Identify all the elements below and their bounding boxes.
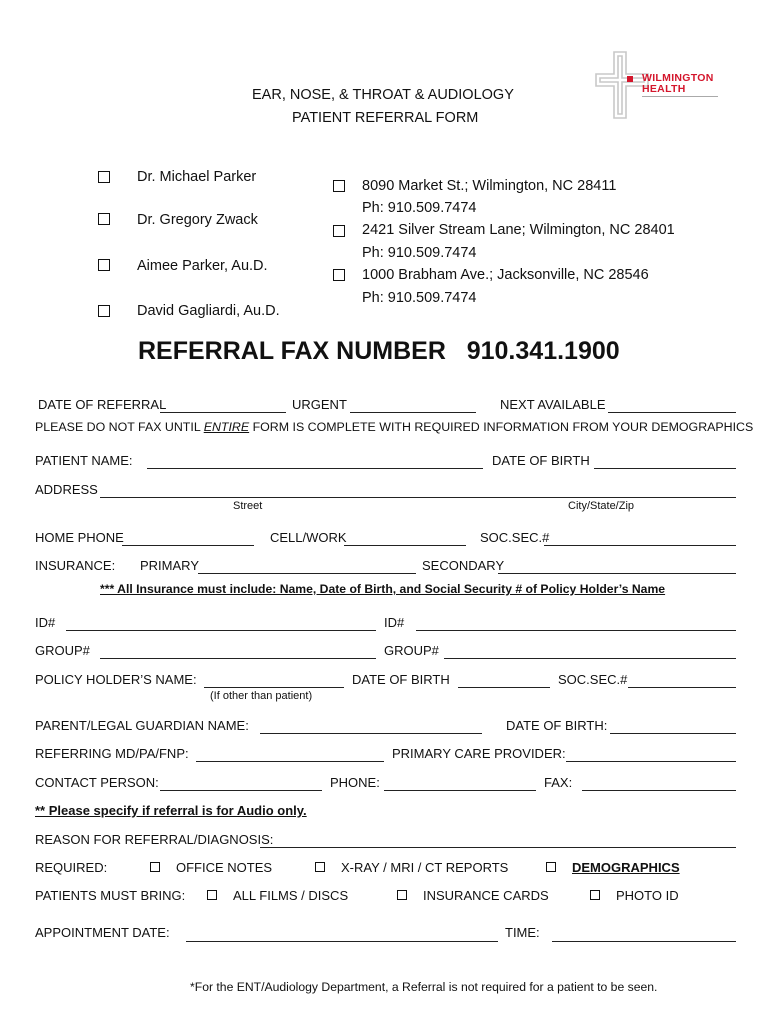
primary-id-label: ID#: [35, 615, 56, 630]
location-address-3: 1000 Brabham Ave.; Jacksonville, NC 28546: [362, 267, 649, 283]
city-state-zip-caption: City/State/Zip: [568, 500, 635, 512]
fax-label: FAX:: [544, 775, 573, 790]
next-available-field[interactable]: [608, 412, 736, 413]
insurance-cards-checkbox[interactable]: [397, 890, 407, 900]
fax-notice-post: FORM IS COMPLETE WITH REQUIRED INFORMATION FROM YOUR DEMOGRAPHICS: [249, 420, 754, 434]
primary-insurance-field[interactable]: [198, 573, 416, 574]
guardian-dob-label: DATE OF BIRTH:: [506, 718, 608, 733]
form-title-line2: PATIENT REFERRAL FORM: [292, 110, 479, 126]
secondary-insurance-field[interactable]: [498, 573, 736, 574]
contact-person-label: CONTACT PERSON:: [35, 775, 159, 790]
date-of-referral-label: DATE OF REFERRAL: [38, 397, 167, 412]
xray-label: X-RAY / MRI / CT REPORTS: [341, 860, 509, 875]
fax-notice-entire: ENTIRE: [203, 420, 250, 434]
films-label: ALL FILMS / DISCS: [233, 888, 349, 903]
reason-label: REASON FOR REFERRAL/DIAGNOSIS:: [35, 832, 274, 847]
secondary-id-field[interactable]: [416, 630, 736, 631]
address-label: ADDRESS: [35, 482, 98, 497]
xray-checkbox[interactable]: [315, 862, 325, 872]
home-phone-field[interactable]: [122, 545, 254, 546]
form-title-line1: EAR, NOSE, & THROAT & AUDIOLOGY: [252, 87, 514, 103]
reason-field[interactable]: [260, 847, 736, 848]
secondary-id-label: ID#: [384, 615, 405, 630]
required-label: REQUIRED:: [35, 860, 108, 875]
provider-checkbox-4[interactable]: [98, 305, 110, 317]
insurance-cards-label: INSURANCE CARDS: [423, 888, 549, 903]
referring-md-label: REFERRING MD/PA/FNP:: [35, 746, 189, 761]
dob-label: DATE OF BIRTH: [492, 453, 590, 468]
location-phone-3: Ph: 910.509.7474: [362, 290, 477, 306]
policy-holder-dob-label: DATE OF BIRTH: [352, 672, 450, 687]
pcp-field[interactable]: [566, 761, 736, 762]
time-field[interactable]: [552, 941, 736, 942]
fax-field[interactable]: [582, 790, 736, 791]
location-checkbox-3[interactable]: [333, 269, 345, 281]
wilmington-health-logo: [592, 48, 732, 124]
policy-holder-dob-field[interactable]: [458, 687, 550, 688]
next-available-label: NEXT AVAILABLE: [500, 397, 606, 412]
guardian-dob-field[interactable]: [610, 733, 736, 734]
secondary-label: SECONDARY: [422, 558, 505, 573]
guardian-label: PARENT/LEGAL GUARDIAN NAME:: [35, 718, 249, 733]
location-phone-1: Ph: 910.509.7474: [362, 200, 477, 216]
fax-number-heading: REFERRAL FAX NUMBER 910.341.1900: [138, 337, 620, 365]
primary-label: PRIMARY: [140, 558, 199, 573]
insurance-requirement-note: *** All Insurance must include: Name, Date of Birth, and Social Security # of Policy Holder’s Name: [100, 582, 666, 596]
demographics-checkbox[interactable]: [546, 862, 556, 872]
provider-checkbox-1[interactable]: [98, 171, 110, 183]
location-address-1: 8090 Market St.; Wilmington, NC 28411: [362, 178, 617, 194]
street-caption: Street: [233, 500, 263, 512]
patients-must-bring-label: PATIENTS MUST BRING:: [35, 888, 186, 903]
fax-notice-pre: PLEASE DO NOT FAX UNTIL: [35, 420, 204, 434]
logo-text-wilmington: WILMINGTON: [642, 72, 714, 84]
cell-work-label: CELL/WORK: [270, 530, 347, 545]
cell-work-field[interactable]: [344, 545, 466, 546]
contact-person-field[interactable]: [160, 790, 322, 791]
appointment-date-field[interactable]: [186, 941, 498, 942]
guardian-field[interactable]: [260, 733, 482, 734]
location-checkbox-1[interactable]: [333, 180, 345, 192]
films-checkbox[interactable]: [207, 890, 217, 900]
insurance-label: INSURANCE:: [35, 558, 116, 573]
office-notes-label: OFFICE NOTES: [176, 860, 273, 875]
provider-checkbox-2[interactable]: [98, 213, 110, 225]
audio-only-note: ** Please specify if referral is for Audio only.: [35, 803, 307, 818]
phone-label: PHONE:: [330, 775, 380, 790]
time-label: TIME:: [505, 925, 540, 940]
appointment-date-label: APPOINTMENT DATE:: [35, 925, 170, 940]
logo-text-health: HEALTH: [642, 83, 686, 95]
address-field[interactable]: [100, 497, 736, 498]
policy-holder-soc-label: SOC.SEC.#: [558, 672, 628, 687]
policy-holder-label: POLICY HOLDER’S NAME:: [35, 672, 197, 687]
pcp-label: PRIMARY CARE PROVIDER:: [392, 746, 566, 761]
referring-md-field[interactable]: [196, 761, 384, 762]
location-phone-2: Ph: 910.509.7474: [362, 245, 477, 261]
location-checkbox-2[interactable]: [333, 225, 345, 237]
logo-underline: [642, 96, 718, 97]
footer-note: *For the ENT/Audiology Department, a Referral is not required for a patient to be seen.: [190, 980, 658, 994]
if-other-caption: (If other than patient): [210, 690, 313, 702]
secondary-group-field[interactable]: [444, 658, 736, 659]
dob-field[interactable]: [594, 468, 736, 469]
urgent-label: URGENT: [292, 397, 347, 412]
urgent-field[interactable]: [350, 412, 476, 413]
policy-holder-soc-field[interactable]: [628, 687, 736, 688]
demographics-label: DEMOGRAPHICS: [572, 860, 680, 875]
primary-group-field[interactable]: [100, 658, 376, 659]
photo-id-checkbox[interactable]: [590, 890, 600, 900]
policy-holder-field[interactable]: [204, 687, 344, 688]
primary-id-field[interactable]: [66, 630, 376, 631]
secondary-group-label: GROUP#: [384, 643, 439, 658]
patient-name-label: PATIENT NAME:: [35, 453, 133, 468]
provider-label-4: David Gagliardi, Au.D.: [137, 303, 280, 319]
provider-label-2: Dr. Gregory Zwack: [137, 212, 258, 228]
provider-label-3: Aimee Parker, Au.D.: [137, 258, 268, 274]
patient-name-field[interactable]: [147, 468, 483, 469]
provider-label-1: Dr. Michael Parker: [137, 169, 257, 185]
photo-id-label: PHOTO ID: [616, 888, 679, 903]
soc-sec-field[interactable]: [544, 545, 736, 546]
location-address-2: 2421 Silver Stream Lane; Wilmington, NC 28401: [362, 222, 675, 238]
primary-group-label: GROUP#: [35, 643, 90, 658]
home-phone-label: HOME PHONE: [35, 530, 124, 545]
provider-checkbox-3[interactable]: [98, 259, 110, 271]
date-of-referral-field[interactable]: [160, 412, 286, 413]
soc-sec-label: SOC.SEC.#: [480, 530, 550, 545]
phone-field[interactable]: [384, 790, 536, 791]
office-notes-checkbox[interactable]: [150, 862, 160, 872]
fax-notice: [35, 420, 753, 434]
